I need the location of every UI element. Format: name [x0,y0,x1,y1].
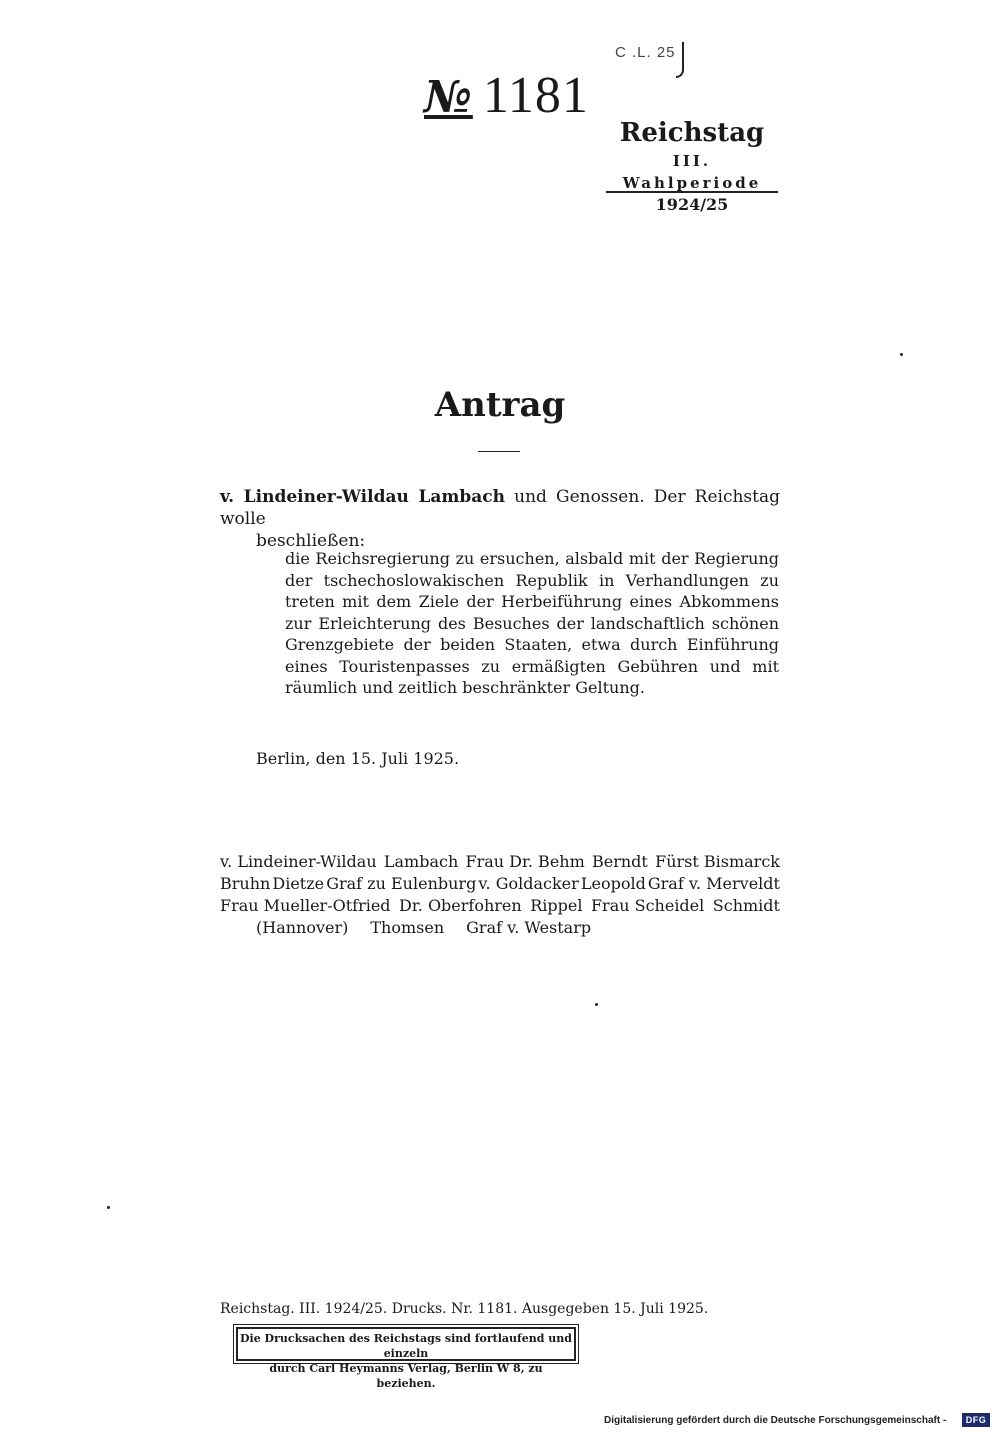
publisher-notice-box [236,1327,576,1390]
scan-speck [107,1206,110,1209]
signatory: Frau Scheidel [590,896,705,915]
document-number [424,66,589,128]
proposers: v. Lindeiner-Wildau Lambach [220,487,506,507]
footer-print-info: Reichstag. III. 1924/25. Drucks. Nr. 1181. Ausgegeben 15. Juli 1925. [220,1301,709,1317]
reichstag-rule [606,191,778,193]
intro-text-a: und Genossen. Der Reichstag wolle [220,487,780,529]
signatory: (Hannover) [256,918,349,937]
signatory: Leopold [580,874,646,893]
signatory-line-1 [220,851,780,873]
number-sign: № [424,72,473,123]
electoral-period: III. Wahlperiode [622,152,762,192]
session-years: 1924/25 [655,195,729,214]
signatory: Graf zu Eulenburg [326,874,477,893]
stamp-bracket-mark [676,42,684,78]
signatory: Graf v. Merveldt [647,874,780,893]
signatory: v. Lindeiner-Wildau [220,852,377,871]
scan-speck [900,353,903,356]
signatory: Graf v. Westarp [466,918,592,937]
signatory-line-3 [220,895,780,917]
signatory: v. Goldacker [478,874,579,893]
motion-text: die Reichsregierung zu ersuchen, alsbald mit der Regierung der tschechoslowakischen Republik in Verhandlungen zu treten mit dem Ziele der Herbeiführung eines Abkommens zur Erleichterung des Besuches der landschaftlich schönen Grenzgebiete der beiden Staaten, etwa durch Einführung eines Touristenpasses zu ermäßigten Gebühren und mit räumlich und zeitlich beschränkter Geltung. [285,549,779,697]
publisher-notice-line-2: durch Carl Heymanns Verlag, Berlin W 8, zu beziehen. [269,1362,543,1390]
intro-paragraph [220,486,780,552]
signatory-line-2 [220,873,780,895]
signatory: Frau Mueller-Otfried [220,896,391,915]
place-date: Berlin, den 15. Juli 1925. [256,749,460,768]
signatory: Lambach [383,852,459,871]
reichstag-title: Reichstag [619,118,765,148]
dfg-logo[interactable]: DFG [962,1413,990,1427]
signatory: Berndt [592,852,648,871]
intro-text-b: beschließen: [256,531,366,551]
signatory: Frau Dr. Behm [465,852,585,871]
archive-stamp: C .L. 25 [615,44,676,61]
reichstag-block [606,118,778,216]
signatory: Bruhn [220,874,271,893]
signatory: Fürst Bismarck [655,852,780,871]
signatory: Dietze [272,874,325,893]
page-title: Antrag [434,385,566,425]
signatory: Dr. Oberfohren [399,896,522,915]
signatories [220,851,780,939]
digitization-credit: Digitalisierung gefördert durch die Deutsche Forschungsgemeinschaft - [604,1415,947,1426]
signatory-line-4 [220,917,780,939]
signatory: Rippel [530,896,583,915]
scan-speck [595,1003,598,1006]
publisher-notice-line-1: Die Drucksachen des Reichstags sind fortlaufend und einzeln [240,1332,572,1360]
title-divider [478,451,520,452]
signatory: Schmidt [712,896,780,915]
number-value: 1181 [482,67,589,124]
signatory: Thomsen [370,918,445,937]
